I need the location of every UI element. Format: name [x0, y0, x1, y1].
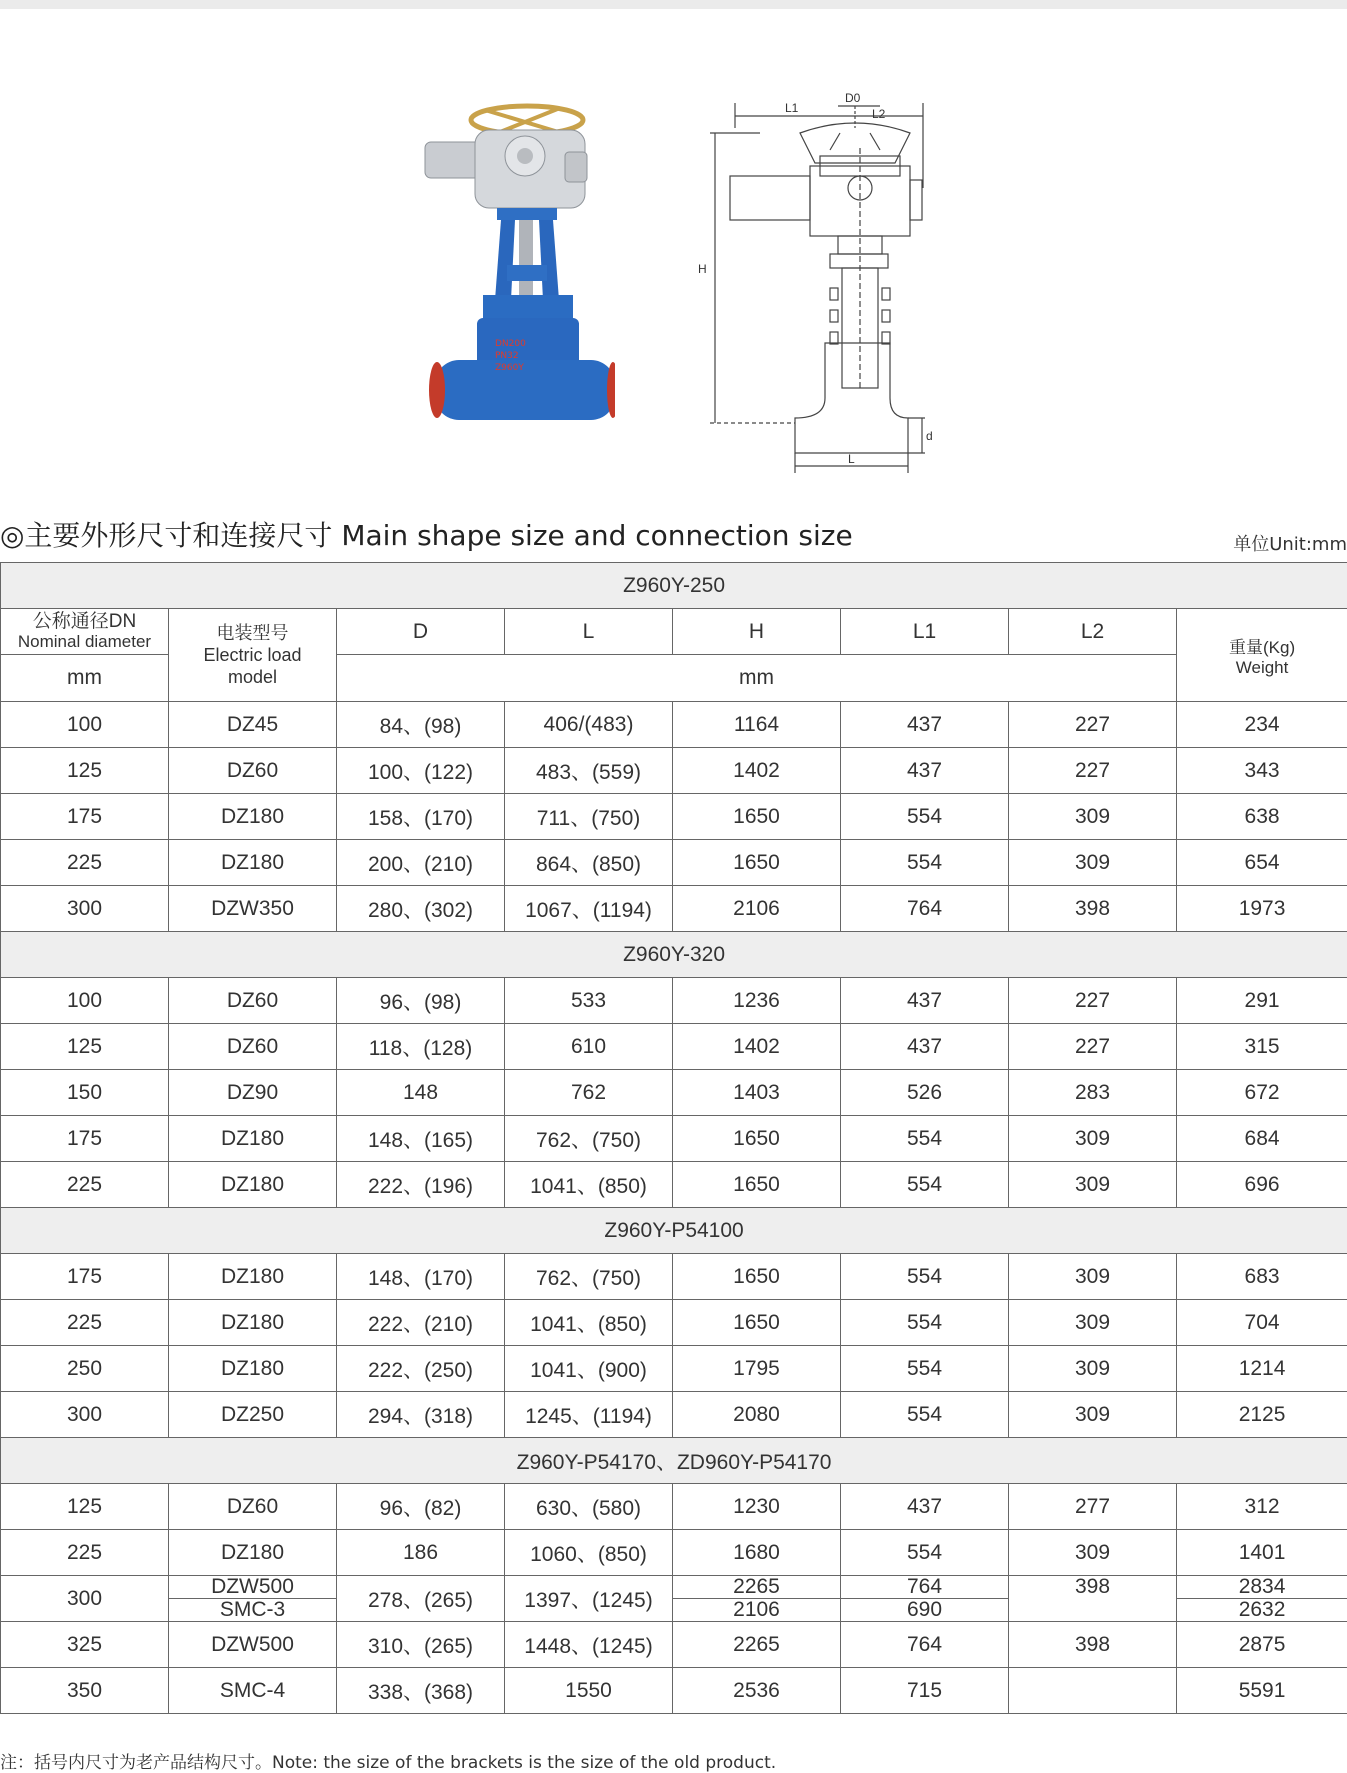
header-l1: L1 [841, 609, 1009, 655]
footnote: 注：括号内尺寸为老产品结构尺寸。Note: the size of the brackets is the size of the old product. [0, 1748, 776, 1773]
cell-weight: 672 [1177, 1070, 1347, 1116]
cell-l1: 437 [841, 1484, 1009, 1530]
cell-l2: 309 [1009, 794, 1177, 840]
cell-h-split [673, 1576, 841, 1622]
cell-weight: 1973 [1177, 886, 1347, 932]
cell-l2: 277 [1009, 1484, 1177, 1530]
label-d: d [926, 429, 933, 443]
table-row [1, 1070, 1347, 1116]
cell-l2: 309 [1009, 840, 1177, 886]
table-row [1, 1162, 1347, 1208]
cell-dn: 150 [1, 1070, 169, 1116]
cell-dn: 350 [1, 1668, 169, 1714]
cell-d: 158、(170) [337, 794, 505, 840]
cell-d: 148、(165) [337, 1116, 505, 1162]
cell-l1-b: 690 [841, 1598, 1008, 1621]
cell-l1: 554 [841, 1346, 1009, 1392]
table-row [1, 1254, 1347, 1300]
cell-dn: 250 [1, 1346, 169, 1392]
cell-d: 222、(210) [337, 1300, 505, 1346]
cell-d: 118、(128) [337, 1024, 505, 1070]
header-l: L [505, 609, 673, 655]
cell-dn: 300 [1, 1576, 169, 1622]
cell-weight: 654 [1177, 840, 1347, 886]
cell-l2: 309 [1009, 1392, 1177, 1438]
table-row [1, 1530, 1347, 1576]
cell-dn: 175 [1, 1116, 169, 1162]
table-row [1, 748, 1347, 794]
cell-weight-a: 2834 [1177, 1576, 1347, 1598]
cell-weight: 683 [1177, 1254, 1347, 1300]
cell-l: 1397、(1245) [505, 1576, 673, 1622]
cell-l1: 526 [841, 1070, 1009, 1116]
cell-l: 1067、(1194) [505, 886, 673, 932]
cell-h: 2106 [673, 886, 841, 932]
label-h: H [698, 262, 707, 276]
cell-model: DZ180 [169, 1254, 337, 1300]
cell-l1: 554 [841, 794, 1009, 840]
cell-l: 1041、(850) [505, 1300, 673, 1346]
cell-model: DZ180 [169, 1162, 337, 1208]
header-h: H [673, 609, 841, 655]
cell-l1: 715 [841, 1668, 1009, 1714]
header-d: D [337, 609, 505, 655]
cell-l1-a: 764 [841, 1576, 1008, 1598]
table-row [1, 1622, 1347, 1668]
cell-l1: 764 [841, 886, 1009, 932]
cell-l2: 309 [1009, 1346, 1177, 1392]
cell-dn: 125 [1, 1024, 169, 1070]
cell-l2: 309 [1009, 1116, 1177, 1162]
cell-l: 762、(750) [505, 1254, 673, 1300]
header-dn-en: Nominal diameter [1, 632, 168, 652]
cell-l1: 554 [841, 1300, 1009, 1346]
cell-weight: 684 [1177, 1116, 1347, 1162]
cell-model: DZ60 [169, 1484, 337, 1530]
unit-label: 单位Unit:mm [1233, 530, 1347, 556]
cell-dn: 125 [1, 748, 169, 794]
cell-l: 1041、(850) [505, 1162, 673, 1208]
header-model [169, 609, 337, 702]
cell-l2: 309 [1009, 1300, 1177, 1346]
dimension-drawing [690, 88, 950, 473]
table-row [1, 886, 1347, 932]
cell-dn: 125 [1, 1484, 169, 1530]
cell-l1: 554 [841, 840, 1009, 886]
cell-l: 630、(580) [505, 1484, 673, 1530]
cell-h: 1650 [673, 794, 841, 840]
cell-d: 222、(250) [337, 1346, 505, 1392]
cell-h-a: 2265 [673, 1576, 840, 1598]
cell-h: 1650 [673, 1116, 841, 1162]
cell-h: 1795 [673, 1346, 841, 1392]
cell-dn: 225 [1, 1162, 169, 1208]
group-label: Z960Y-P54100 [1, 1208, 1347, 1254]
cell-model: DZ60 [169, 1024, 337, 1070]
table-row [1, 1116, 1347, 1162]
cell-weight: 2125 [1177, 1392, 1347, 1438]
cell-h: 1164 [673, 702, 841, 748]
cell-model: DZ180 [169, 794, 337, 840]
cell-l1: 554 [841, 1254, 1009, 1300]
table-row [1, 978, 1347, 1024]
cell-dn: 325 [1, 1622, 169, 1668]
cell-model: DZ45 [169, 702, 337, 748]
cell-l2 [1009, 1668, 1177, 1714]
cell-weight: 234 [1177, 702, 1347, 748]
group-row-z960y-320 [1, 932, 1347, 978]
cell-l: 762、(750) [505, 1116, 673, 1162]
cell-model: DZ180 [169, 1300, 337, 1346]
table-row [1, 1484, 1347, 1530]
table-row [1, 1668, 1347, 1714]
cell-l: 1448、(1245) [505, 1622, 673, 1668]
cell-h: 1680 [673, 1530, 841, 1576]
cell-d: 338、(368) [337, 1668, 505, 1714]
cell-l2 [1009, 1576, 1177, 1622]
cell-model: DZW350 [169, 886, 337, 932]
cell-d: 200、(210) [337, 840, 505, 886]
cell-d: 222、(196) [337, 1162, 505, 1208]
cell-dn: 225 [1, 1300, 169, 1346]
header-model-en2: model [169, 666, 336, 688]
photo-mark-2: PN32 [495, 351, 519, 361]
cell-l1-split [841, 1576, 1009, 1622]
cell-d: 278、(265) [337, 1576, 505, 1622]
cell-l: 1245、(1194) [505, 1392, 673, 1438]
cell-model: DZW500 [169, 1622, 337, 1668]
cell-dn: 175 [1, 1254, 169, 1300]
label-d0: D0 [845, 91, 861, 105]
label-l2: L2 [872, 107, 886, 121]
header-model-cn: 电装型号 [169, 622, 336, 644]
cell-weight: 5591 [1177, 1668, 1347, 1714]
header-row-1 [1, 609, 1347, 655]
cell-d: 148 [337, 1070, 505, 1116]
photo-mark-1: DN200 [495, 339, 526, 349]
header-weight-cn: 重量(Kg) [1177, 633, 1347, 658]
cell-model: DZ60 [169, 748, 337, 794]
cell-l2: 309 [1009, 1530, 1177, 1576]
cell-h: 1402 [673, 748, 841, 794]
cell-l2: 227 [1009, 1024, 1177, 1070]
group-label: Z960Y-320 [1, 932, 1347, 978]
group-label: Z960Y-250 [1, 563, 1347, 609]
cell-l2: 309 [1009, 1254, 1177, 1300]
cell-weight: 315 [1177, 1024, 1347, 1070]
cell-model: DZ250 [169, 1392, 337, 1438]
cell-l2: 309 [1009, 1162, 1177, 1208]
cell-l1: 554 [841, 1530, 1009, 1576]
cell-h: 1236 [673, 978, 841, 1024]
cell-model-split [169, 1576, 337, 1622]
group-label: Z960Y-P54170、ZD960Y-P54170 [1, 1438, 1347, 1484]
header-weight [1177, 609, 1347, 702]
cell-dn: 225 [1, 840, 169, 886]
cell-weight: 1401 [1177, 1530, 1347, 1576]
cell-dn: 300 [1, 1392, 169, 1438]
cell-h: 1650 [673, 840, 841, 886]
cell-weight-split [1177, 1576, 1347, 1622]
cell-h: 1230 [673, 1484, 841, 1530]
header-model-en1: Electric load [169, 644, 336, 666]
cell-l: 1041、(900) [505, 1346, 673, 1392]
cell-dn: 100 [1, 702, 169, 748]
cell-h: 2536 [673, 1668, 841, 1714]
cell-model: DZ90 [169, 1070, 337, 1116]
cell-dn: 175 [1, 794, 169, 840]
cell-model: SMC-4 [169, 1668, 337, 1714]
cell-h: 2265 [673, 1622, 841, 1668]
cell-l: 864、(850) [505, 840, 673, 886]
cell-h: 1403 [673, 1070, 841, 1116]
cell-d: 280、(302) [337, 886, 505, 932]
header-dn-unit: mm [1, 655, 169, 702]
cell-l: 762 [505, 1070, 673, 1116]
header-weight-en: Weight [1177, 658, 1347, 678]
photo-mark-3: Z960Y [495, 363, 524, 373]
cell-d: 310、(265) [337, 1622, 505, 1668]
header-l2: L2 [1009, 609, 1177, 655]
cell-weight: 312 [1177, 1484, 1347, 1530]
cell-l1: 554 [841, 1116, 1009, 1162]
cell-l1: 764 [841, 1622, 1009, 1668]
cell-model-b: SMC-3 [169, 1598, 336, 1621]
cell-d: 96、(82) [337, 1484, 505, 1530]
group-row-z960y-p54170 [1, 1438, 1347, 1484]
header-mm: mm [337, 655, 1177, 702]
cell-model: DZ60 [169, 978, 337, 1024]
cell-l: 533 [505, 978, 673, 1024]
cell-l2: 227 [1009, 748, 1177, 794]
label-l1: L1 [785, 101, 799, 115]
cell-l2: 227 [1009, 702, 1177, 748]
cell-h: 1650 [673, 1300, 841, 1346]
table-row [1, 1346, 1347, 1392]
cell-l: 406/(483) [505, 702, 673, 748]
cell-l: 711、(750) [505, 794, 673, 840]
section-title: ◎主要外形尺寸和连接尺寸 Main shape size and connection size [0, 518, 853, 554]
table-row [1, 794, 1347, 840]
cell-l1: 437 [841, 702, 1009, 748]
header-dn-cn: 公称通径DN [33, 611, 136, 632]
table-row-split [1, 1576, 1347, 1622]
cell-h: 1650 [673, 1162, 841, 1208]
cell-l1: 554 [841, 1162, 1009, 1208]
table-row [1, 702, 1347, 748]
cell-model: DZ180 [169, 1530, 337, 1576]
cell-l2: 283 [1009, 1070, 1177, 1116]
cell-model-a: DZW500 [169, 1576, 336, 1598]
cell-d: 148、(170) [337, 1254, 505, 1300]
cell-l2: 398 [1009, 1622, 1177, 1668]
cell-weight: 1214 [1177, 1346, 1347, 1392]
top-divider-bar [0, 0, 1347, 9]
table-row [1, 840, 1347, 886]
cell-model: DZ180 [169, 1346, 337, 1392]
cell-l1: 437 [841, 748, 1009, 794]
cell-d: 84、(98) [337, 702, 505, 748]
cell-l2: 398 [1009, 886, 1177, 932]
dimension-table [0, 562, 1347, 1714]
cell-h: 1402 [673, 1024, 841, 1070]
group-row-z960y-p54100 [1, 1208, 1347, 1254]
cell-weight: 696 [1177, 1162, 1347, 1208]
cell-model: DZ180 [169, 840, 337, 886]
cell-weight-b: 2632 [1177, 1598, 1347, 1621]
cell-h: 1650 [673, 1254, 841, 1300]
cell-l: 483、(559) [505, 748, 673, 794]
cell-l1: 437 [841, 978, 1009, 1024]
cell-weight: 291 [1177, 978, 1347, 1024]
cell-l: 610 [505, 1024, 673, 1070]
cell-weight: 638 [1177, 794, 1347, 840]
cell-dn: 300 [1, 886, 169, 932]
cell-d: 100、(122) [337, 748, 505, 794]
cell-model: DZ180 [169, 1116, 337, 1162]
cell-dn: 225 [1, 1530, 169, 1576]
table-row [1, 1024, 1347, 1070]
cell-d: 294、(318) [337, 1392, 505, 1438]
cell-weight: 2875 [1177, 1622, 1347, 1668]
cell-d: 186 [337, 1530, 505, 1576]
table-row [1, 1392, 1347, 1438]
valve-photo [415, 90, 615, 460]
cell-l1: 437 [841, 1024, 1009, 1070]
cell-l1: 554 [841, 1392, 1009, 1438]
cell-d: 96、(98) [337, 978, 505, 1024]
group-row-z960y-250 [1, 563, 1347, 609]
cell-h-b: 2106 [673, 1598, 840, 1621]
table-row [1, 1300, 1347, 1346]
cell-l2: 227 [1009, 978, 1177, 1024]
label-l: L [848, 452, 855, 466]
cell-l: 1060、(850) [505, 1530, 673, 1576]
cell-weight: 704 [1177, 1300, 1347, 1346]
cell-dn: 100 [1, 978, 169, 1024]
cell-l: 1550 [505, 1668, 673, 1714]
cell-weight: 343 [1177, 748, 1347, 794]
header-dn [1, 609, 169, 655]
cell-l2-a: 398 [1009, 1576, 1176, 1598]
cell-h: 2080 [673, 1392, 841, 1438]
